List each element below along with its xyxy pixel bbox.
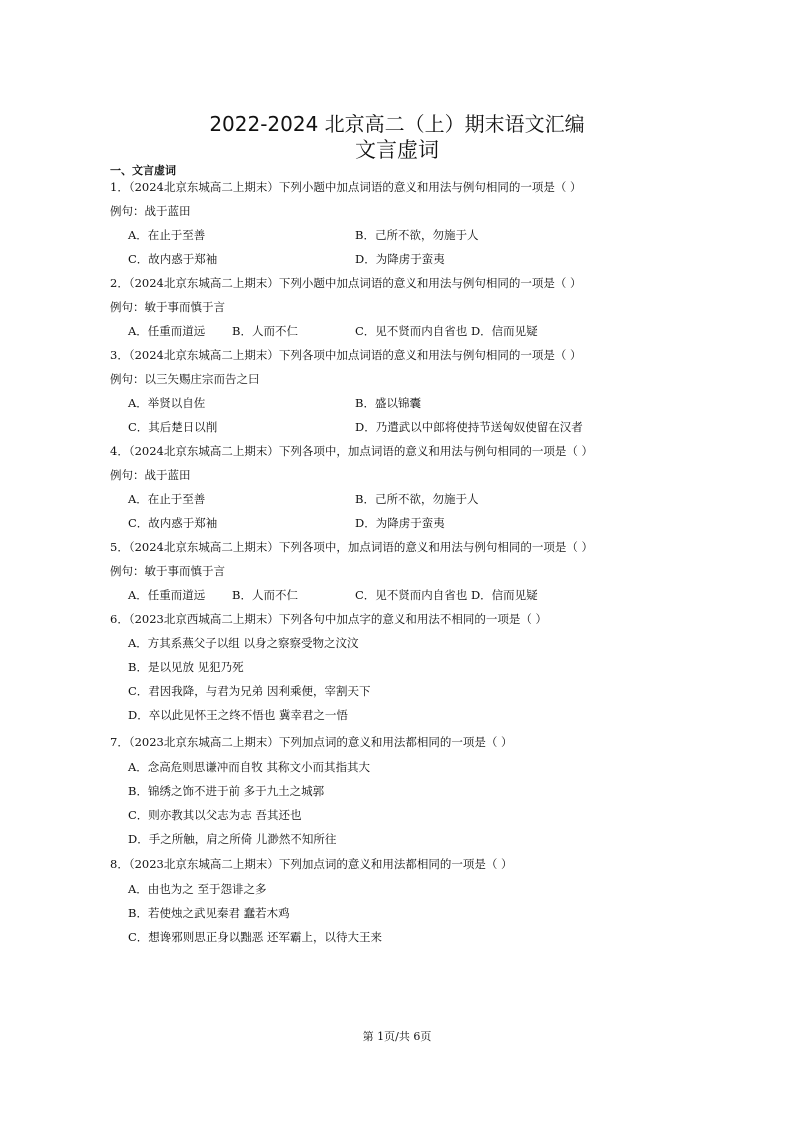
question-8-option-a: A．由也为之 至于怨诽之多 [128,882,267,896]
question-7-option-a: A．念高危则思谦冲而自牧 其称文小而其指其大 [128,760,370,774]
question-5-option-c: C．见不贤而内自省也 D．信而见疑 [355,588,538,602]
question-3-option-c: C．其后楚日以削 [128,420,218,434]
question-6: 6．（2023北京西城高二上期末）下列各句中加点字的意义和用法不相同的一项是（ ） [110,612,547,626]
question-5-example: 例句：敏于事而慎于言 [110,564,225,578]
question-6-option-a: A．方其系燕父子以组 以身之察察受物之汶汶 [128,636,359,650]
question-1-example: 例句：战于蓝田 [110,204,191,218]
question-6-option-d: D．卒以此见怀王之终不悟也 冀幸君之一悟 [128,708,348,722]
question-3-option-b: B．盛以锦囊 [355,396,421,410]
question-4-option-b: B．己所不欲，勿施于人 [355,492,479,506]
question-1: 1．（2024北京东城高二上期末）下列小题中加点词语的意义和用法与例句相同的一项是（ ） [110,180,582,194]
page-subtitle: 文言虚词 [355,138,439,162]
question-2-option-b: B．人而不仁 [232,324,298,338]
question-6-option-b: B．是以见放 见犯乃死 [128,660,244,674]
question-7-option-d: D．手之所触，肩之所倚 儿渺然不知所往 [128,832,337,846]
question-5: 5．（2024北京东城高二上期末）下列各项中，加点词语的意义和用法与例句相同的一项是（ ） [110,540,593,554]
question-7: 7．（2023北京东城高二上期末）下列加点词的意义和用法都相同的一项是（ ） [110,735,513,749]
page-footer: 第 1页/共 6页 [362,1030,432,1043]
question-2-example: 例句：敏于事而慎于言 [110,300,225,314]
question-1-option-d: D．为降虏于蛮夷 [355,252,445,266]
question-1-option-a: A．在止于至善 [128,228,206,242]
question-3-example: 例句：以三矢赐庄宗而告之曰 [110,372,260,386]
question-4-example: 例句：战于蓝田 [110,468,191,482]
question-4-option-c: C．故内惑于郑袖 [128,516,218,530]
question-3: 3．（2024北京东城高二上期末）下列各项中加点词语的意义和用法与例句相同的一项是（ ） [110,348,582,362]
question-7-option-b: B．锦绣之饰不进于前 多于九土之城郭 [128,784,325,798]
question-3-option-a: A．举贤以自佐 [128,396,206,410]
question-4-option-d: D．为降虏于蛮夷 [355,516,445,530]
page-title: 2022-2024 北京高二（上）期末语文汇编 [209,112,585,136]
question-6-option-c: C．君因我降，与君为兄弟 因利乘便，宰割天下 [128,684,371,698]
question-2: 2．（2024北京东城高二上期末）下列小题中加点词语的意义和用法与例句相同的一项是（ ） [110,276,582,290]
question-1-option-c: C．故内惑于郑袖 [128,252,218,266]
question-8: 8．（2023北京东城高二上期末）下列加点词的意义和用法都相同的一项是（ ） [110,857,513,871]
question-8-option-c: C．想谗邪则思正身以黜恶 还军霸上，以待大王来 [128,930,382,944]
question-1-option-b: B．己所不欲，勿施于人 [355,228,479,242]
question-3-option-d: D．乃遣武以中郎将使持节送匈奴使留在汉者 [355,420,583,434]
question-2-option-c: C．见不贤而内自省也 D．信而见疑 [355,324,538,338]
question-5-option-b: B．人而不仁 [232,588,298,602]
question-7-option-c: C．则亦教其以父志为志 吾其还也 [128,808,302,822]
section-heading: 一、文言虚词 [110,164,176,177]
question-8-option-b: B．若使烛之武见秦君 蠢若木鸡 [128,906,290,920]
question-4-option-a: A．在止于至善 [128,492,206,506]
question-4: 4．（2024北京东城高二上期末）下列各项中，加点词语的意义和用法与例句相同的一项是（ ） [110,444,593,458]
question-5-option-a: A．任重而道远 [128,588,206,602]
question-2-option-a: A．任重而道远 [128,324,206,338]
